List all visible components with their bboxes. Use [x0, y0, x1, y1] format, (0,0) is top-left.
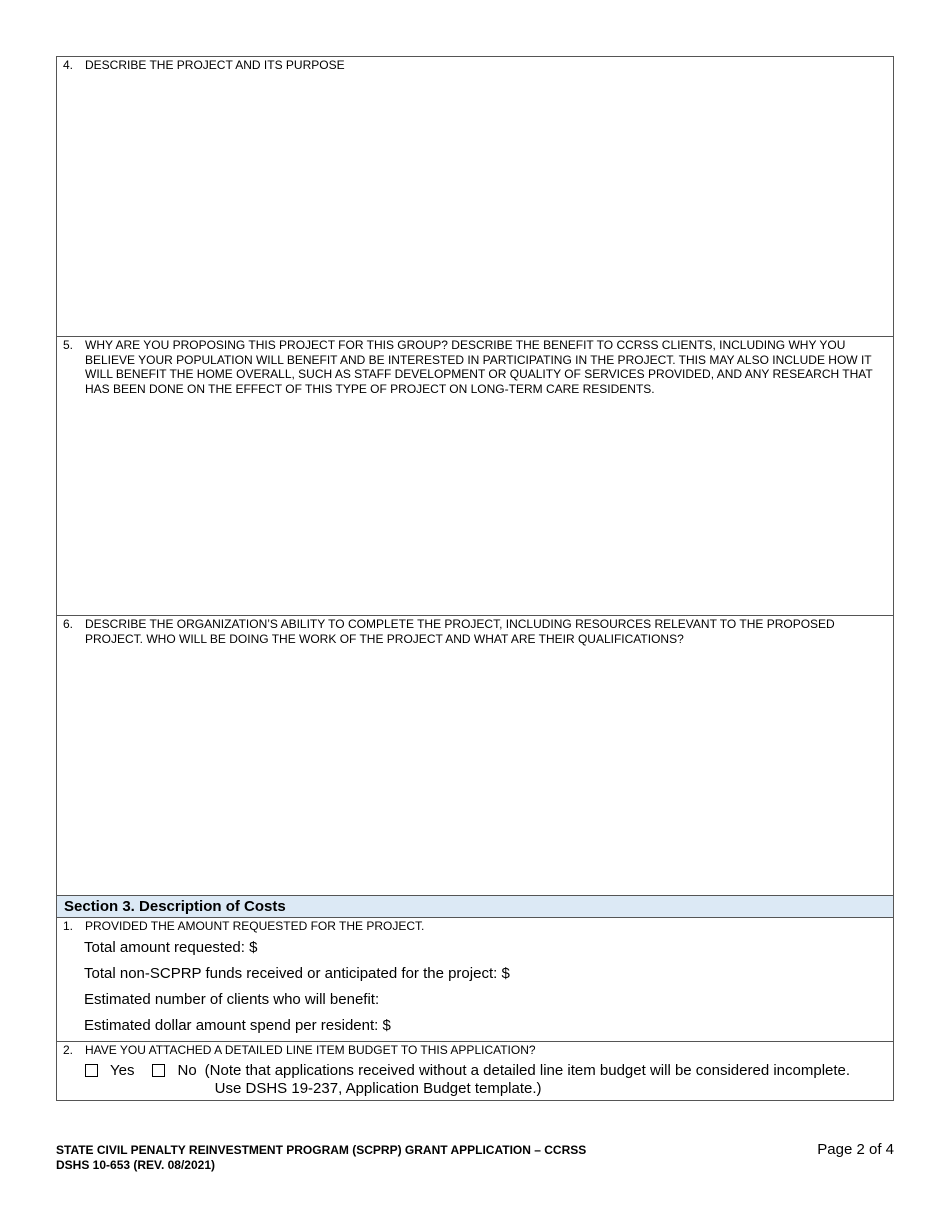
budget-note — [205, 1062, 850, 1098]
form-footer — [56, 1143, 586, 1173]
question-5-answer-field[interactable] — [57, 399, 893, 615]
question-text: WHY ARE YOU PROPOSING THIS PROJECT FOR THIS GROUP? DESCRIBE THE BENEFIT TO CCRSS CLIENTS, INCLUDING WHY YOU BELIEVE YOUR POPULATION WILL BENEFIT AND BE INTERESTED IN PARTICIPATING IN THE PROJECT. THIS MAY ALSO INCLUDE HOW IT WILL BENEFIT THE HOME OVERALL, SUCH AS STAFF DEVELOPMENT OR QUALITY OF SERVICES PROVIDED, AND ANY RESEARCH THAT HAS BEEN DONE ON THE EFFECT OF THIS TYPE OF PROJECT ON LONG-TERM CARE RESIDENTS. — [85, 338, 873, 396]
no-label: No — [177, 1062, 197, 1079]
form-title: STATE CIVIL PENALTY REINVESTMENT PROGRAM (SCPRP) GRANT APPLICATION – CCRSS — [56, 1143, 587, 1157]
costs-question-1-prompt — [57, 918, 893, 934]
question-4-answer-field[interactable] — [57, 75, 893, 336]
question-4-box — [57, 57, 893, 337]
costs-question-2 — [57, 1042, 893, 1101]
question-6-box — [57, 616, 893, 896]
budget-note-line-2: Use DSHS 19-237, Application Budget template.) — [214, 1080, 542, 1097]
yes-label: Yes — [110, 1062, 135, 1079]
total-amount-requested-row — [84, 939, 322, 957]
question-text: PROVIDED THE AMOUNT REQUESTED FOR THE PROJECT. — [85, 919, 425, 933]
application-form — [56, 56, 894, 1101]
field-label: Total amount requested: $ — [84, 939, 258, 956]
question-4-prompt — [57, 57, 893, 73]
non-scprp-funds-row — [84, 965, 574, 983]
budget-attached-options — [85, 1062, 850, 1098]
question-number: 1. — [63, 919, 74, 933]
field-label: Estimated dollar amount spend per resident: $ — [84, 1017, 391, 1034]
question-number: 6. — [63, 617, 74, 631]
no-checkbox[interactable] — [152, 1064, 165, 1077]
question-number: 2. — [63, 1043, 74, 1057]
field-label: Estimated number of clients who will benefit: — [84, 991, 380, 1008]
question-text: DESCRIBE THE PROJECT AND ITS PURPOSE — [85, 58, 345, 72]
section-3-header: Section 3. Description of Costs — [57, 896, 893, 918]
clients-benefit-row — [84, 991, 443, 1009]
spend-per-resident-row — [84, 1017, 455, 1035]
question-number: 5. — [63, 338, 74, 352]
question-5-box — [57, 337, 893, 616]
form-number: DSHS 10-653 (REV. 08/2021) — [56, 1158, 215, 1172]
page-number: Page 2 of 4 — [817, 1141, 894, 1158]
budget-note-line-1: (Note that applications received without a detailed line item budget will be considered incomplete. — [204, 1062, 851, 1079]
question-text: DESCRIBE THE ORGANIZATION’S ABILITY TO COMPLETE THE PROJECT, INCLUDING RESOURCES RELEVANT TO THE PROPOSED PROJECT. WHO WILL BE DOING THE WORK OF THE PROJECT AND WHAT ARE THEIR QUALIFICATIONS? — [85, 617, 835, 646]
question-5-prompt — [57, 337, 893, 396]
field-label: Total non-SCPRP funds received or anticipated for the project: $ — [84, 965, 510, 982]
question-6-prompt — [57, 616, 893, 646]
costs-question-1 — [57, 918, 893, 1042]
question-text: HAVE YOU ATTACHED A DETAILED LINE ITEM BUDGET TO THIS APPLICATION? — [85, 1043, 536, 1057]
question-6-answer-field[interactable] — [57, 649, 893, 895]
costs-question-2-prompt — [57, 1042, 893, 1058]
yes-checkbox[interactable] — [85, 1064, 98, 1077]
question-number: 4. — [63, 58, 74, 72]
